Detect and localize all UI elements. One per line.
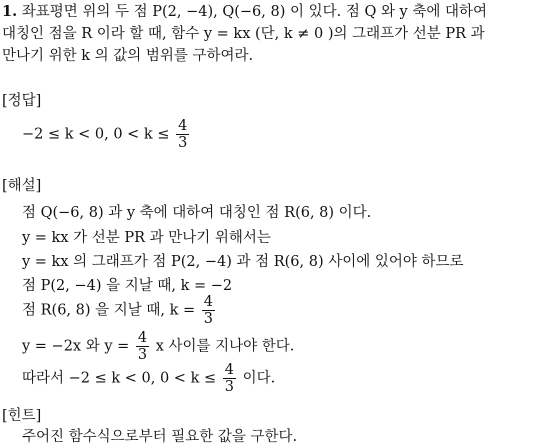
answer-frac-denominator: 3 xyxy=(178,135,188,151)
problem-line-1 xyxy=(2,2,487,22)
hint-heading: [힌트] xyxy=(2,408,42,424)
solution-line-7-numerator: 4 xyxy=(224,362,234,378)
problem-line-2: 대칭인 점을 R 이라 할 때, 함수 y = kx (단, k ≠ 0 )의 그래프가 선분 PR 과 xyxy=(2,26,485,42)
solution-line-6-text: y = −2x 와 y = xyxy=(22,338,130,355)
solution-line-6-numerator: 4 xyxy=(137,330,148,346)
solution-line-5-denominator: 3 xyxy=(203,311,213,327)
solution-line-6 xyxy=(22,330,294,363)
answer-inequality: −2 ≤ k < 0, 0 < k ≤ xyxy=(22,126,170,143)
solution-line-2: y = kx 가 선분 PR 과 만나기 위해서는 xyxy=(22,230,271,246)
solution-line-5 xyxy=(22,294,217,327)
solution-line-7-denominator: 3 xyxy=(224,379,234,395)
answer-fraction xyxy=(176,118,189,151)
solution-line-5-numerator: 4 xyxy=(203,294,213,310)
problem-number: 1. xyxy=(2,3,18,20)
solution-line-6-suffix: x 사이를 지나야 한다. xyxy=(155,338,295,355)
solution-line-6-fraction xyxy=(136,330,149,363)
answer-line xyxy=(22,118,191,151)
solution-line-7 xyxy=(22,362,275,395)
solution-line-5-text: 점 R(6, 8) 을 지날 때, k = xyxy=(22,302,196,319)
problem-text-1: 좌표평면 위의 두 점 P(2, −4), Q(−6, 8) 이 있다. 점 Q 와 y 축에 대하여 xyxy=(21,4,487,20)
solution-line-7-text: 따라서 −2 ≤ k < 0, 0 < k ≤ xyxy=(22,370,217,387)
solution-line-7-suffix: 이다. xyxy=(242,370,276,387)
solution-line-4: 점 P(2, −4) 을 지날 때, k = −2 xyxy=(22,278,233,294)
solution-line-6-denominator: 3 xyxy=(137,347,148,363)
problem-line-3: 만나기 위한 k 의 값의 범위를 구하여라. xyxy=(2,48,254,64)
solution-line-7-fraction xyxy=(223,362,236,395)
solution-line-1: 점 Q(−6, 8) 과 y 축에 대하여 대칭인 점 R(6, 8) 이다. xyxy=(22,205,372,221)
answer-heading: [정답] xyxy=(2,93,42,109)
solution-line-3: y = kx 의 그래프가 점 P(2, −4) 과 점 R(6, 8) 사이에 있어야 하므로 xyxy=(22,254,464,270)
solution-line-5-fraction xyxy=(202,294,215,327)
hint-text: 주어진 함수식으로부터 필요한 값을 구한다. xyxy=(22,429,298,445)
solution-heading: [해설] xyxy=(2,178,42,194)
answer-frac-numerator: 4 xyxy=(178,118,188,134)
